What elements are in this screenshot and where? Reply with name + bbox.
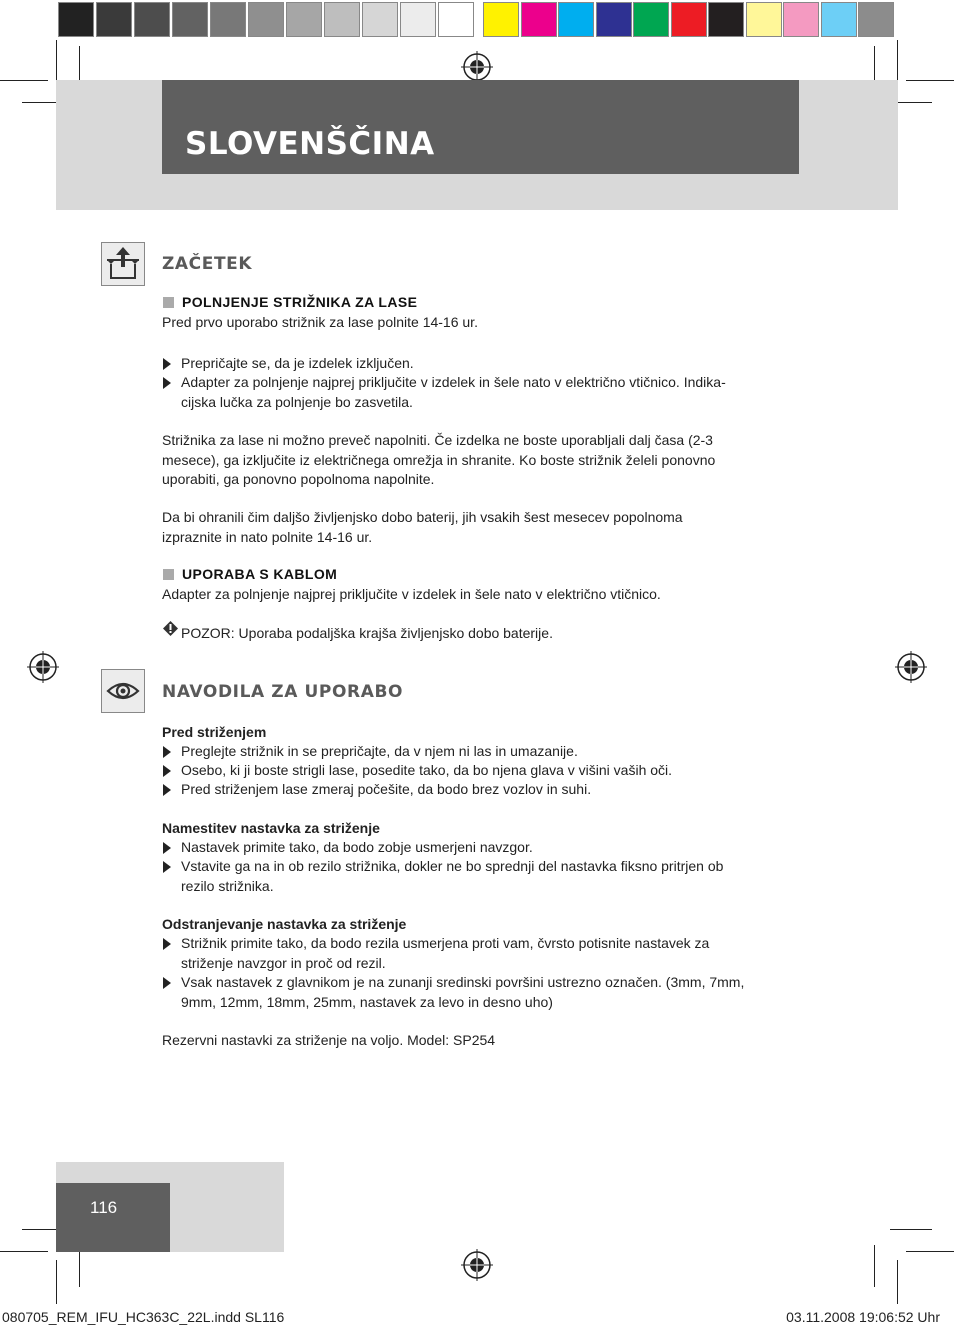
color-swatch [746,2,782,37]
trim-mark [0,1251,48,1252]
square-bullet-icon [163,569,174,580]
trim-mark [0,80,48,81]
list-item: Vstavite ga na in ob rezilo strižnika, dokler ne bo sprednji del nastavka fiksno pritrjen ob rezilo strižnika. [162,857,802,896]
paragraph: Da bi ohranili čim daljšo življenjsko dobo baterij, jih vsakih šest mesecev popolnoma izpraznite in nato polnite 14-16 ur. [162,509,683,545]
color-swatch [783,2,819,37]
triangle-bullet-icon [163,746,171,758]
triangle-bullet-icon [163,842,171,854]
list-item: Prepričajte se, da je izdelek izključen. [162,354,802,374]
color-swatch [671,2,707,37]
registration-mark-icon [461,51,493,83]
warning-note: POZOR: Uporaba podaljška krajša življenjsko dobo baterije. [162,624,802,644]
color-swatch [483,2,519,37]
paragraph: Strižnika za lase ni možno preveč napolniti. Če izdelka ne boste uporabljali dalj časa (2-3 mesece), ga izključite iz električnega omrežja in shranite. Ko boste strižnik želeli ponovno uporabiti, ga ponovno popolnoma napolnite. [162,432,716,487]
color-swatch [362,2,398,37]
subheading: Pred striženjem [162,724,267,740]
color-swatch [400,2,436,37]
color-swatch [596,2,632,37]
color-swatch [324,2,360,37]
color-swatch [248,2,284,37]
list-item: Preglejte strižnik in se prepričajte, da v njem ni las in umazanije. [162,742,802,762]
list-item: Adapter za polnjenje najprej priključite v izdelek in šele nato v električno vtičnico. Indika- cijska lučka za polnjenje bo zasvetila. [162,373,802,412]
triangle-bullet-icon [163,861,171,873]
triangle-bullet-icon [163,358,171,370]
trim-mark [56,1260,57,1304]
section-title-navodila: NAVODILA ZA UPORABO [162,682,404,702]
color-swatch [558,2,594,37]
page-title: SLOVENŠČINA [185,126,435,162]
color-swatch [96,2,132,37]
color-swatch [438,2,474,37]
warning-icon [162,620,179,637]
color-swatch [821,2,857,37]
list-item: Vsak nastavek z glavnikom je na zunanji sredinski površini ustrezno označen. (3mm, 7mm, 9mm, 12mm, 18mm, 25mm, nastavek za levo in desno uho) [162,973,802,1012]
color-swatch [521,2,557,37]
list-item: Nastavek primite tako, da bodo zobje usmerjeni navzgor. [162,838,802,858]
trim-mark [897,1260,898,1304]
date-slug: 03.11.2008 19:06:52 Uhr [786,1309,940,1325]
trim-mark [874,1245,875,1287]
registration-mark-icon [27,651,59,683]
triangle-bullet-icon [163,784,171,796]
triangle-bullet-icon [163,765,171,777]
box-upload-icon [102,243,144,285]
subheading-charging: POLNJENJE STRIŽNIKA ZA LASE [163,294,417,310]
page-number: 116 [90,1198,118,1217]
subheading-cord: UPORABA S KABLOM [163,566,337,582]
paragraph: Adapter za polnjenje najprej priključite v izdelek in šele nato v električno vtičnico. [162,586,661,602]
section-icon-box [101,669,145,713]
triangle-bullet-icon [163,938,171,950]
color-swatch [708,2,744,37]
trim-mark [906,1251,954,1252]
paragraph: Rezervni nastavki za striženje na voljo. Model: SP254 [162,1032,496,1048]
color-swatch [286,2,322,37]
list-item: Strižnik primite tako, da bodo rezila usmerjena proti vam, čvrsto potisnite nastavek za striženje navzgor in proč od rezil. [162,934,802,973]
subheading: Namestitev nastavka za striženje [162,820,380,836]
color-swatch [633,2,669,37]
list-item: Pred striženjem lase zmeraj počešite, da bodo brez vozlov in suhi. [162,780,802,800]
section-title-zacetek: ZAČETEK [162,254,253,274]
subheading: Odstranjevanje nastavka za striženje [162,916,407,932]
square-bullet-icon [163,297,174,308]
color-swatch [134,2,170,37]
color-swatch [172,2,208,37]
trim-mark [890,1229,932,1230]
eye-icon [102,670,144,712]
registration-mark-icon [895,651,927,683]
trim-mark [906,80,954,81]
color-swatch [858,2,894,37]
paragraph: Pred prvo uporabo strižnik za lase polnite 14-16 ur. [162,314,478,330]
color-swatch [58,2,94,37]
registration-mark-icon [461,1249,493,1281]
list-item: Osebo, ki ji boste strigli lase, posedite tako, da bo njena glava v višini vaših oči. [162,761,802,781]
color-swatch [210,2,246,37]
section-icon-box [101,242,145,286]
triangle-bullet-icon [163,977,171,989]
triangle-bullet-icon [163,377,171,389]
file-slug: 080705_REM_IFU_HC363C_22L.indd SL116 [2,1309,285,1325]
